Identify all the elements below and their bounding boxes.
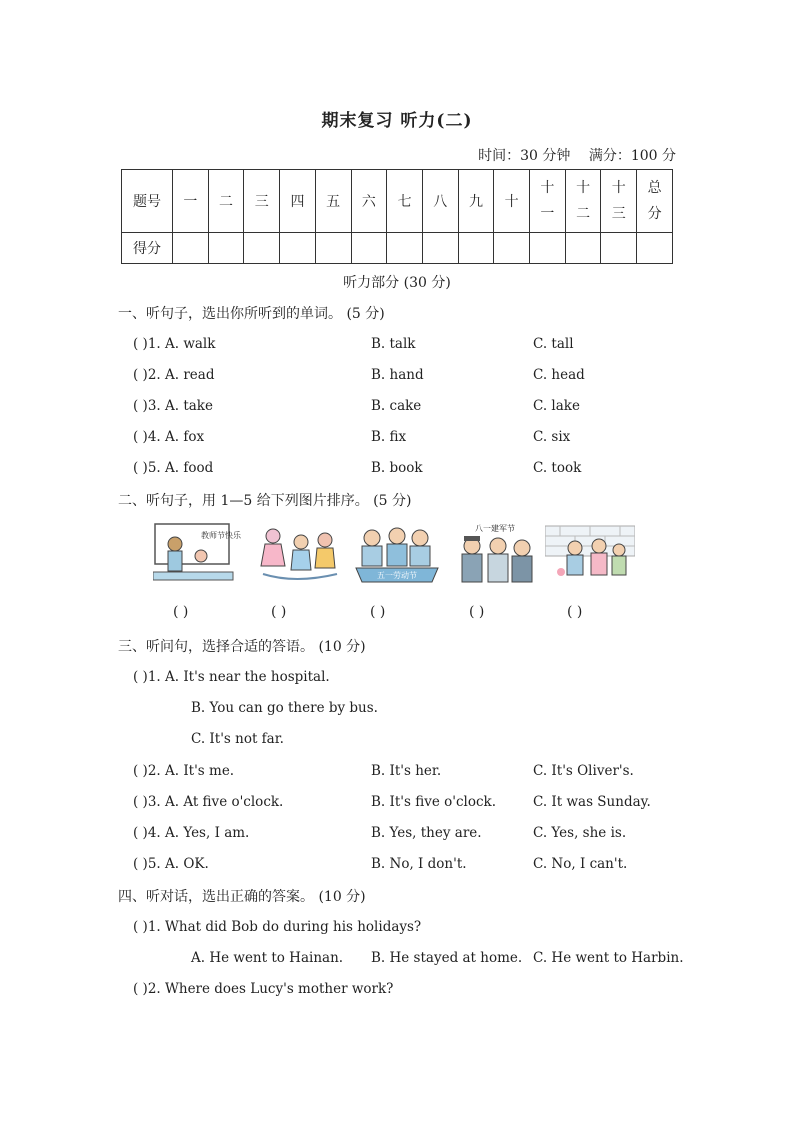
score-cell[interactable] (208, 233, 244, 264)
option-b: B. fix (371, 429, 407, 445)
option-b: B. No, I don't. (371, 856, 467, 872)
score-cell[interactable] (601, 233, 637, 264)
part3-title: 三、听问句，选择合适的答语。 (10 分) (118, 639, 366, 655)
score-col-label: 十一 (540, 180, 555, 222)
score-col: 十 (494, 170, 530, 233)
part3-item (133, 856, 628, 872)
score-cell[interactable] (637, 233, 673, 264)
score-col: 五 (315, 170, 351, 233)
score-cell[interactable] (244, 233, 280, 264)
score-col (637, 170, 673, 233)
part4-question: ( )1. What did Bob do during his holidays? (133, 919, 422, 935)
part4-question: ( )2. Where does Lucy's mother work? (133, 981, 394, 997)
option-b: B. Yes, they are. (371, 825, 482, 841)
part3-item (133, 669, 330, 685)
score-col: 二 (208, 170, 244, 233)
score-cell[interactable] (315, 233, 351, 264)
score-col-label: 总分 (647, 180, 662, 222)
part1-item (133, 429, 571, 445)
part2-title: 二、听句子，用 1—5 给下列图片排序。 (5 分) (118, 493, 412, 509)
option-c: C. tall (533, 336, 574, 352)
score-col: 三 (244, 170, 280, 233)
army-day-picture (450, 522, 540, 588)
option-a: ( )5. A. OK. (133, 856, 209, 872)
part1-item (133, 336, 574, 352)
order-blank[interactable]: ( ) (567, 604, 583, 620)
option-c: C. It was Sunday. (533, 794, 651, 810)
score-col (530, 170, 566, 233)
option-b: B. It's her. (371, 763, 442, 779)
listening-section-heading: 听力部分 (30 分) (343, 275, 451, 291)
page-title: 期末复习 听力(二) (321, 111, 473, 131)
time-limit: 时间：30 分钟 (478, 148, 571, 164)
option-a: ( )5. A. food (133, 460, 214, 476)
labour-day-picture (352, 522, 442, 588)
score-cell[interactable] (387, 233, 423, 264)
score-cell[interactable] (351, 233, 387, 264)
part4-options (191, 950, 684, 966)
score-header: 题号 (122, 170, 173, 233)
score-col: 四 (280, 170, 316, 233)
children-dancing-picture (255, 522, 345, 588)
teachers-day-picture (153, 522, 243, 588)
score-col (601, 170, 637, 233)
part3-option-c: C. It's not far. (191, 731, 284, 747)
option-a: ( )2. A. It's me. (133, 763, 235, 779)
option-a: ( )4. A. Yes, I am. (133, 825, 250, 841)
full-score: 满分：100 分 (588, 148, 676, 164)
option-c: C. He went to Harbin. (533, 950, 684, 966)
part3-item (133, 825, 627, 841)
childrens-visit-picture (545, 522, 635, 588)
score-col: 一 (173, 170, 209, 233)
part3-item (133, 763, 634, 779)
score-col: 九 (458, 170, 494, 233)
score-col (565, 170, 601, 233)
picture-caption: 五一劳动节 (377, 571, 417, 580)
option-a: ( )3. A. take (133, 398, 213, 414)
part1-item (133, 460, 582, 476)
order-blank[interactable]: ( ) (370, 604, 386, 620)
picture-caption: 教师节快乐 (201, 531, 241, 540)
option-c: C. Yes, she is. (533, 825, 627, 841)
option-c: C. lake (533, 398, 580, 414)
option-c: C. six (533, 429, 571, 445)
score-cell[interactable] (422, 233, 458, 264)
option-b: B. cake (371, 398, 422, 414)
option-b: B. book (371, 460, 423, 476)
score-col: 七 (387, 170, 423, 233)
option-b: B. talk (371, 336, 416, 352)
option-c: C. head (533, 367, 585, 383)
score-cell[interactable] (173, 233, 209, 264)
exam-meta (464, 145, 676, 165)
option-b: B. He stayed at home. (371, 950, 523, 966)
option-c: C. took (533, 460, 582, 476)
option-a: ( )4. A. fox (133, 429, 205, 445)
score-col: 八 (422, 170, 458, 233)
option-a: ( )1. A. walk (133, 336, 216, 352)
score-table (121, 169, 673, 264)
option-b: B. It's five o'clock. (371, 794, 496, 810)
score-cell[interactable] (565, 233, 601, 264)
part3-item (133, 794, 651, 810)
score-cell[interactable] (494, 233, 530, 264)
option-b: B. hand (371, 367, 424, 383)
option-c: C. No, I can't. (533, 856, 628, 872)
order-blank[interactable]: ( ) (173, 604, 189, 620)
score-col: 六 (351, 170, 387, 233)
part1-title: 一、听句子，选出你所听到的单词。 (5 分) (118, 306, 385, 322)
option-a: ( )2. A. read (133, 367, 215, 383)
option-a: A. He went to Hainan. (191, 950, 344, 966)
score-col-label: 十三 (611, 180, 626, 222)
order-blank[interactable]: ( ) (271, 604, 287, 620)
score-cell[interactable] (458, 233, 494, 264)
score-row-label: 得分 (122, 233, 173, 264)
score-cell[interactable] (280, 233, 316, 264)
part4-title: 四、听对话，选出正确的答案。 (10 分) (118, 889, 366, 905)
score-col-label: 十二 (576, 180, 591, 222)
order-blank[interactable]: ( ) (469, 604, 485, 620)
part1-item (133, 398, 580, 414)
part1-item (133, 367, 585, 383)
option-c: C. It's Oliver's. (533, 763, 634, 779)
option-a: ( )1. A. It's near the hospital. (133, 669, 330, 685)
option-a: ( )3. A. At five o'clock. (133, 794, 284, 810)
score-cell[interactable] (530, 233, 566, 264)
part3-option-b: B. You can go there by bus. (191, 700, 378, 716)
picture-caption: 八一建军节 (475, 524, 515, 533)
